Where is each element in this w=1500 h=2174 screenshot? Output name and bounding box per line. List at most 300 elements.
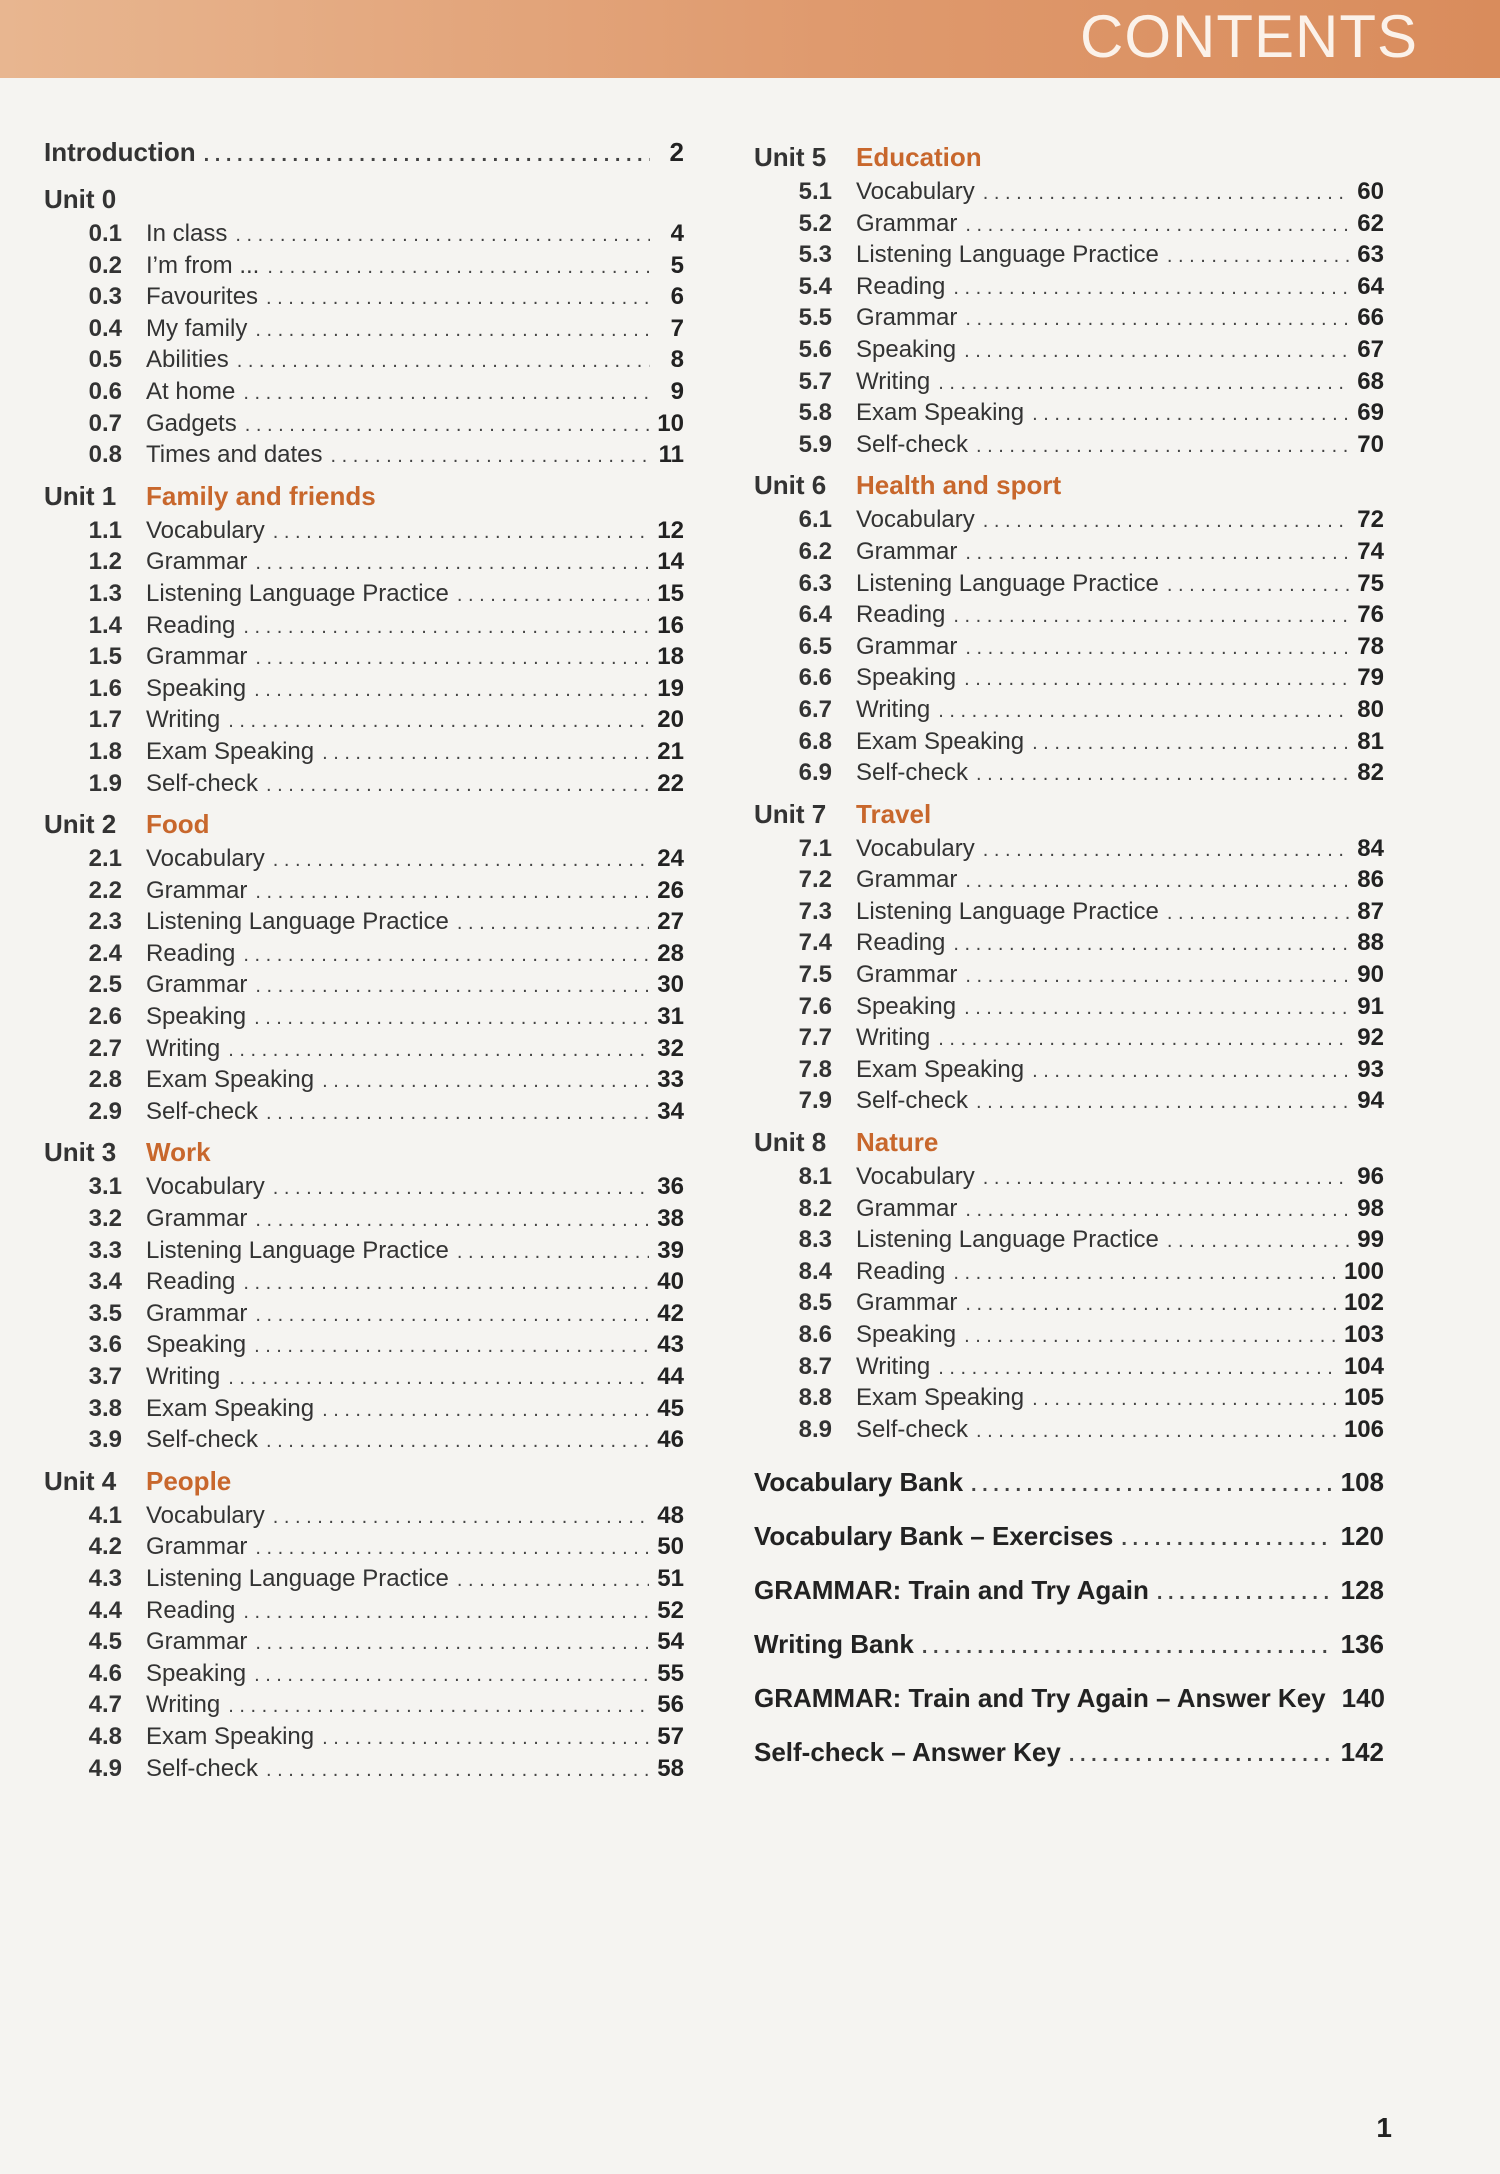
leader-dots	[983, 835, 1350, 867]
lesson-title: Writing	[146, 1034, 221, 1062]
toc-entry[interactable]	[44, 1033, 684, 1065]
lesson-number: 7.5	[798, 961, 832, 989]
lesson-title: Speaking	[856, 992, 957, 1020]
lesson-title: Speaking	[146, 674, 247, 702]
lesson-number: 0.5	[88, 346, 122, 374]
page-ref: 27	[657, 908, 684, 936]
leader-dots	[273, 1502, 650, 1534]
toc-entry[interactable]	[754, 397, 1384, 429]
toc-entry[interactable]	[44, 969, 684, 1001]
toc-entry[interactable]	[44, 515, 684, 547]
toc-entry[interactable]	[44, 313, 684, 345]
page-ref: 26	[657, 876, 684, 904]
leader-dots	[255, 548, 649, 580]
lesson-number: 3.2	[88, 1205, 122, 1233]
page-ref: 16	[657, 611, 684, 639]
lesson-title: Exam Speaking	[856, 399, 1025, 427]
toc-entry[interactable]	[754, 334, 1384, 366]
lesson-title: Writing	[856, 1352, 931, 1380]
lesson-title: Listening Language Practice	[146, 908, 449, 936]
unit-title: Education	[856, 142, 982, 172]
page-ref: 69	[1357, 399, 1384, 427]
toc-entry[interactable]	[754, 271, 1384, 303]
toc-entry[interactable]	[754, 1414, 1384, 1446]
page-ref: 93	[1357, 1055, 1384, 1083]
toc-entry[interactable]	[44, 843, 684, 875]
page-ref: 96	[1357, 1163, 1384, 1191]
toc-entry[interactable]	[44, 546, 684, 578]
lesson-number: 8.6	[798, 1321, 832, 1348]
toc-entry[interactable]	[754, 208, 1384, 240]
lesson-number: 8.3	[798, 1226, 832, 1254]
page-ref: 63	[1357, 241, 1384, 269]
lesson-title: Reading	[146, 1268, 236, 1296]
toc-entry[interactable]	[44, 673, 684, 705]
lesson-title: Gadgets	[146, 409, 237, 437]
unit-name: Unit 6	[754, 470, 827, 501]
page-ref: 136	[1340, 1629, 1384, 1660]
lesson-title: Vocabulary	[146, 1173, 265, 1201]
lesson-number: 2.5	[88, 971, 122, 999]
lesson-number: 4.4	[88, 1596, 122, 1624]
lesson-title: Grammar	[856, 866, 958, 894]
leader-dots	[976, 759, 1349, 791]
lesson-title: Exam Speaking	[146, 1066, 315, 1094]
leader-dots	[243, 612, 649, 644]
toc-entry[interactable]	[44, 1001, 684, 1033]
leader-dots	[237, 346, 650, 378]
unit-heading	[44, 1462, 684, 1500]
unit-heading	[754, 795, 1384, 833]
leader-dots	[971, 1458, 1333, 1512]
page-ref: 28	[657, 939, 684, 967]
back-matter-title: GRAMMAR: Train and Try Again	[754, 1575, 1149, 1606]
lesson-number: 0.6	[88, 377, 122, 405]
leader-dots	[228, 1691, 649, 1723]
left-units-list	[44, 180, 684, 1784]
toc-entry[interactable]	[754, 1161, 1384, 1193]
lesson-title: Grammar	[146, 548, 248, 576]
toc-entry[interactable]	[44, 344, 684, 376]
lesson-title: Writing	[146, 1363, 221, 1390]
toc-entry[interactable]	[754, 302, 1384, 334]
toc-entry[interactable]	[754, 366, 1384, 398]
toc-entry[interactable]	[44, 1096, 684, 1128]
page-ref: 88	[1357, 929, 1384, 957]
leader-dots	[953, 601, 1349, 633]
unit-name: Unit 4	[44, 1465, 117, 1496]
lesson-number: 4.9	[88, 1754, 122, 1782]
toc-entry[interactable]	[44, 1361, 684, 1393]
lesson-title: Reading	[856, 272, 946, 300]
lesson-number: 2.7	[88, 1034, 122, 1062]
intro-page: 2	[669, 137, 684, 167]
leader-dots	[938, 1353, 1336, 1385]
toc-entry[interactable]	[754, 1256, 1384, 1288]
toc-entry[interactable]	[754, 429, 1384, 461]
toc-entry[interactable]	[44, 218, 684, 250]
toc-entry[interactable]	[44, 610, 684, 642]
page-ref: 45	[657, 1394, 684, 1422]
lesson-title: Exam Speaking	[856, 1384, 1025, 1412]
leader-dots	[243, 378, 650, 410]
page-ref: 108	[1340, 1467, 1384, 1498]
toc-entry[interactable]	[44, 641, 684, 673]
toc-entry[interactable]	[754, 631, 1384, 663]
page-ref: 102	[1343, 1289, 1384, 1317]
toc-entry[interactable]	[44, 250, 684, 282]
toc-entry[interactable]	[754, 896, 1384, 928]
lesson-title: Speaking	[146, 1659, 247, 1687]
leader-dots	[938, 696, 1349, 728]
unit-title: People	[146, 1465, 232, 1496]
unit-heading	[754, 138, 1384, 176]
toc-entry[interactable]	[44, 938, 684, 970]
lesson-number: 6.7	[798, 695, 832, 723]
page-ref: 62	[1357, 209, 1384, 237]
toc-entry[interactable]	[44, 1721, 684, 1753]
lesson-number: 7.9	[798, 1087, 832, 1115]
unit-name: Unit 8	[754, 1127, 827, 1158]
toc-entry[interactable]	[754, 991, 1384, 1023]
lesson-number: 2.4	[88, 939, 122, 967]
back-matter-entry[interactable]	[754, 1725, 1384, 1779]
toc-entry[interactable]	[44, 281, 684, 313]
toc-entry[interactable]	[754, 568, 1384, 600]
right-units-list	[754, 138, 1384, 1445]
unit-title: Nature	[856, 1127, 939, 1158]
lesson-number: 8.9	[798, 1415, 832, 1443]
leader-dots	[965, 304, 1349, 336]
toc-entry[interactable]	[754, 1287, 1384, 1319]
leader-dots	[964, 664, 1349, 696]
unit-heading	[754, 466, 1384, 504]
page-title: CONTENTS	[1080, 3, 1418, 70]
page-ref: 5	[670, 251, 684, 279]
lesson-title: Vocabulary	[856, 834, 975, 862]
leader-dots	[266, 1755, 649, 1787]
page-ref: 100	[1343, 1257, 1384, 1285]
lesson-number: 8.1	[798, 1163, 832, 1191]
lesson-number: 4.5	[88, 1628, 122, 1656]
page-ref: 8	[670, 346, 684, 374]
page-ref: 24	[657, 845, 684, 873]
leader-dots	[255, 1300, 649, 1332]
leader-dots	[1069, 1728, 1333, 1782]
toc-entry[interactable]	[44, 1393, 684, 1425]
page-ref: 78	[1357, 632, 1384, 660]
page-ref: 51	[657, 1564, 684, 1592]
lesson-title: Grammar	[856, 304, 958, 332]
lesson-title: Vocabulary	[146, 516, 265, 544]
toc-entry[interactable]	[754, 1085, 1384, 1117]
page-ref: 104	[1343, 1352, 1384, 1380]
toc-entry[interactable]	[44, 1531, 684, 1563]
lesson-title: Listening Language Practice	[146, 1236, 449, 1264]
toc-entry[interactable]	[754, 176, 1384, 208]
leader-dots	[457, 908, 649, 940]
leader-dots	[938, 1024, 1349, 1056]
leader-dots	[228, 1035, 649, 1067]
toc-entry[interactable]	[754, 599, 1384, 631]
leader-dots	[983, 1163, 1350, 1195]
toc-entry[interactable]	[44, 439, 684, 471]
toc-entry[interactable]	[44, 1626, 684, 1658]
contents-left-column	[44, 132, 684, 1784]
lesson-title: Speaking	[146, 1003, 247, 1031]
page-ref: 74	[1357, 537, 1384, 565]
toc-entry[interactable]	[44, 408, 684, 440]
leader-dots	[1121, 1512, 1332, 1566]
toc-entry[interactable]	[44, 1298, 684, 1330]
lesson-number: 6.5	[798, 632, 832, 660]
leader-dots	[322, 1723, 649, 1755]
toc-entry[interactable]	[754, 1054, 1384, 1086]
intro-label: Introduction	[44, 137, 196, 167]
toc-entry[interactable]	[754, 726, 1384, 758]
unit-name: Unit 0	[44, 184, 117, 214]
lesson-number: 6.2	[798, 537, 832, 565]
leader-dots	[953, 1258, 1336, 1290]
leader-dots	[965, 1289, 1336, 1321]
toc-entry[interactable]	[44, 1329, 684, 1361]
toc-entry[interactable]	[754, 536, 1384, 568]
lesson-number: 2.3	[88, 908, 122, 936]
page-ref: 84	[1357, 834, 1384, 862]
back-matter-entry[interactable]	[754, 1455, 1384, 1509]
lesson-title: Exam Speaking	[856, 1055, 1025, 1083]
leader-dots	[255, 971, 649, 1003]
lesson-number: 6.8	[798, 727, 832, 755]
lesson-number: 8.2	[798, 1194, 832, 1222]
back-matter-title: Self-check – Answer Key	[754, 1737, 1061, 1768]
page-ref: 10	[657, 409, 684, 437]
unit-heading	[44, 1133, 684, 1171]
toc-entry[interactable]	[754, 1382, 1384, 1414]
page-ref: 14	[657, 548, 684, 576]
lesson-title: My family	[146, 314, 248, 342]
leader-dots	[953, 929, 1349, 961]
lesson-number: 1.1	[88, 516, 122, 544]
lesson-number: 3.4	[88, 1268, 122, 1296]
leader-dots	[255, 1205, 649, 1237]
lesson-title: Speaking	[856, 664, 957, 692]
back-matter-entry[interactable]	[754, 1671, 1384, 1725]
back-matter-entry[interactable]	[754, 1509, 1384, 1563]
lesson-number: 0.7	[88, 409, 122, 437]
leader-dots	[254, 675, 649, 707]
leader-dots	[254, 1003, 649, 1035]
leader-dots	[983, 506, 1350, 538]
lesson-title: Reading	[146, 939, 236, 967]
toc-entry[interactable]	[44, 376, 684, 408]
lesson-number: 4.2	[88, 1533, 122, 1561]
page-ref: 79	[1357, 664, 1384, 692]
page-ref: 54	[657, 1628, 684, 1656]
lesson-number: 7.6	[798, 992, 832, 1020]
leader-dots	[322, 1066, 649, 1098]
toc-entry[interactable]	[44, 875, 684, 907]
lesson-number: 4.7	[88, 1691, 122, 1719]
leader-dots	[964, 993, 1349, 1025]
lesson-title: Grammar	[146, 1628, 248, 1656]
toc-entry[interactable]	[44, 1658, 684, 1690]
lesson-title: Exam Speaking	[856, 727, 1025, 755]
toc-entry[interactable]	[44, 578, 684, 610]
toc-entry[interactable]	[44, 1424, 684, 1456]
leader-dots	[322, 738, 649, 770]
lesson-title: Grammar	[856, 632, 958, 660]
lesson-title: Grammar	[146, 1533, 248, 1561]
leader-dots	[983, 178, 1350, 210]
toc-entry[interactable]	[44, 1064, 684, 1096]
page-ref: 82	[1357, 759, 1384, 787]
leader-dots	[255, 877, 649, 909]
page-ref: 57	[657, 1722, 684, 1750]
lesson-number: 7.4	[798, 929, 832, 957]
lesson-number: 1.3	[88, 579, 122, 607]
contents-right-column	[754, 132, 1384, 1779]
toc-entry[interactable]	[44, 1235, 684, 1267]
unit-heading	[44, 477, 684, 515]
toc-entry[interactable]	[754, 504, 1384, 536]
toc-entry[interactable]	[754, 1224, 1384, 1256]
lesson-number: 5.7	[798, 367, 832, 395]
page-ref: 6	[670, 283, 684, 311]
page-ref: 22	[657, 769, 684, 797]
leader-dots	[1032, 1056, 1349, 1088]
toc-entry[interactable]	[754, 864, 1384, 896]
page-ref: 31	[657, 1003, 684, 1031]
lesson-number: 5.6	[798, 335, 832, 363]
lesson-title: Grammar	[856, 209, 958, 237]
lesson-title: Grammar	[146, 1205, 248, 1233]
page-number: 1	[1376, 2112, 1392, 2143]
page-ref: 99	[1357, 1226, 1384, 1254]
back-matter-entry[interactable]	[754, 1563, 1384, 1617]
page-ref: 44	[657, 1363, 684, 1390]
page-ref: 56	[657, 1691, 684, 1719]
lesson-title: Exam Speaking	[146, 737, 315, 765]
leader-dots	[953, 273, 1349, 305]
leader-dots	[976, 1416, 1336, 1448]
lesson-number: 3.1	[88, 1173, 122, 1201]
toc-entry[interactable]	[44, 1203, 684, 1235]
page-ref: 92	[1357, 1024, 1384, 1052]
lesson-title: Self-check	[146, 1097, 259, 1125]
unit-heading	[754, 1123, 1384, 1161]
page-ref: 30	[657, 971, 684, 999]
toc-entry[interactable]	[754, 959, 1384, 991]
lesson-title: Grammar	[146, 1299, 248, 1327]
toc-entry[interactable]	[754, 1193, 1384, 1225]
leader-dots	[976, 431, 1349, 463]
lesson-number: 4.6	[88, 1659, 122, 1687]
leader-dots	[965, 1195, 1349, 1227]
lesson-title: Grammar	[856, 961, 958, 989]
toc-entry[interactable]	[754, 1319, 1384, 1351]
toc-entry[interactable]	[44, 1500, 684, 1532]
page-ref: 9	[670, 377, 684, 405]
toc-entry[interactable]	[44, 1563, 684, 1595]
lesson-number: 6.3	[798, 569, 832, 597]
page-ref: 34	[657, 1097, 684, 1125]
toc-entry[interactable]	[44, 768, 684, 800]
lesson-title: Writing	[856, 1024, 931, 1052]
lesson-number: 2.6	[88, 1003, 122, 1031]
toc-entry[interactable]	[44, 1171, 684, 1203]
unit-name: Unit 5	[754, 142, 827, 172]
page-ref: 12	[657, 516, 684, 544]
lesson-title: Writing	[146, 706, 221, 734]
lesson-title: At home	[146, 377, 236, 405]
lesson-number: 1.4	[88, 611, 122, 639]
page-ref: 55	[657, 1659, 684, 1687]
lesson-number: 4.8	[88, 1722, 122, 1750]
toc-entry[interactable]	[754, 757, 1384, 789]
lesson-title: Listening Language Practice	[146, 579, 449, 607]
toc-entry[interactable]	[44, 704, 684, 736]
lesson-number: 2.1	[88, 845, 122, 873]
toc-entry[interactable]	[754, 833, 1384, 865]
page-ref: 48	[657, 1501, 684, 1529]
leader-dots	[1032, 1384, 1336, 1416]
toc-entry[interactable]	[44, 1753, 684, 1785]
toc-entry[interactable]	[44, 906, 684, 938]
page-ref: 72	[1357, 506, 1384, 534]
lesson-number: 7.1	[798, 834, 832, 862]
back-matter-entry[interactable]	[754, 1617, 1384, 1671]
lesson-title: Self-check	[146, 1426, 259, 1454]
unit-name: Unit 7	[754, 798, 827, 829]
toc-entry[interactable]	[44, 1595, 684, 1627]
lesson-number: 1.2	[88, 548, 122, 576]
toc-entry[interactable]	[44, 736, 684, 768]
leader-dots	[273, 1173, 650, 1205]
lesson-title: Times and dates	[146, 441, 323, 469]
leader-dots	[204, 135, 650, 175]
lesson-title: Vocabulary	[856, 506, 975, 534]
lesson-number: 0.1	[88, 220, 122, 247]
page-ref: 98	[1357, 1194, 1384, 1222]
page-ref: 87	[1357, 897, 1384, 925]
page-ref: 52	[657, 1596, 684, 1624]
lesson-title: Exam Speaking	[146, 1722, 315, 1750]
toc-entry[interactable]	[44, 1689, 684, 1721]
lesson-title: Vocabulary	[146, 845, 265, 873]
toc-entry[interactable]	[44, 1266, 684, 1298]
lesson-number: 3.8	[88, 1394, 122, 1422]
leader-dots	[266, 283, 650, 315]
page-ref: 60	[1357, 178, 1384, 205]
leader-dots	[255, 315, 650, 347]
intro-entry[interactable]	[44, 132, 684, 172]
toc-entry[interactable]	[754, 239, 1384, 271]
toc-entry[interactable]	[754, 1022, 1384, 1054]
toc-entry[interactable]	[754, 1351, 1384, 1383]
toc-entry[interactable]	[754, 662, 1384, 694]
lesson-title: Writing	[856, 367, 931, 395]
lesson-number: 3.6	[88, 1331, 122, 1359]
toc-entry[interactable]	[754, 694, 1384, 726]
lesson-number: 5.5	[798, 304, 832, 332]
leader-dots	[1032, 399, 1349, 431]
toc-entry[interactable]	[754, 927, 1384, 959]
page-ref: 68	[1357, 367, 1384, 395]
leader-dots	[243, 940, 649, 972]
lesson-title: Grammar	[146, 971, 248, 999]
leader-dots	[1167, 570, 1349, 602]
